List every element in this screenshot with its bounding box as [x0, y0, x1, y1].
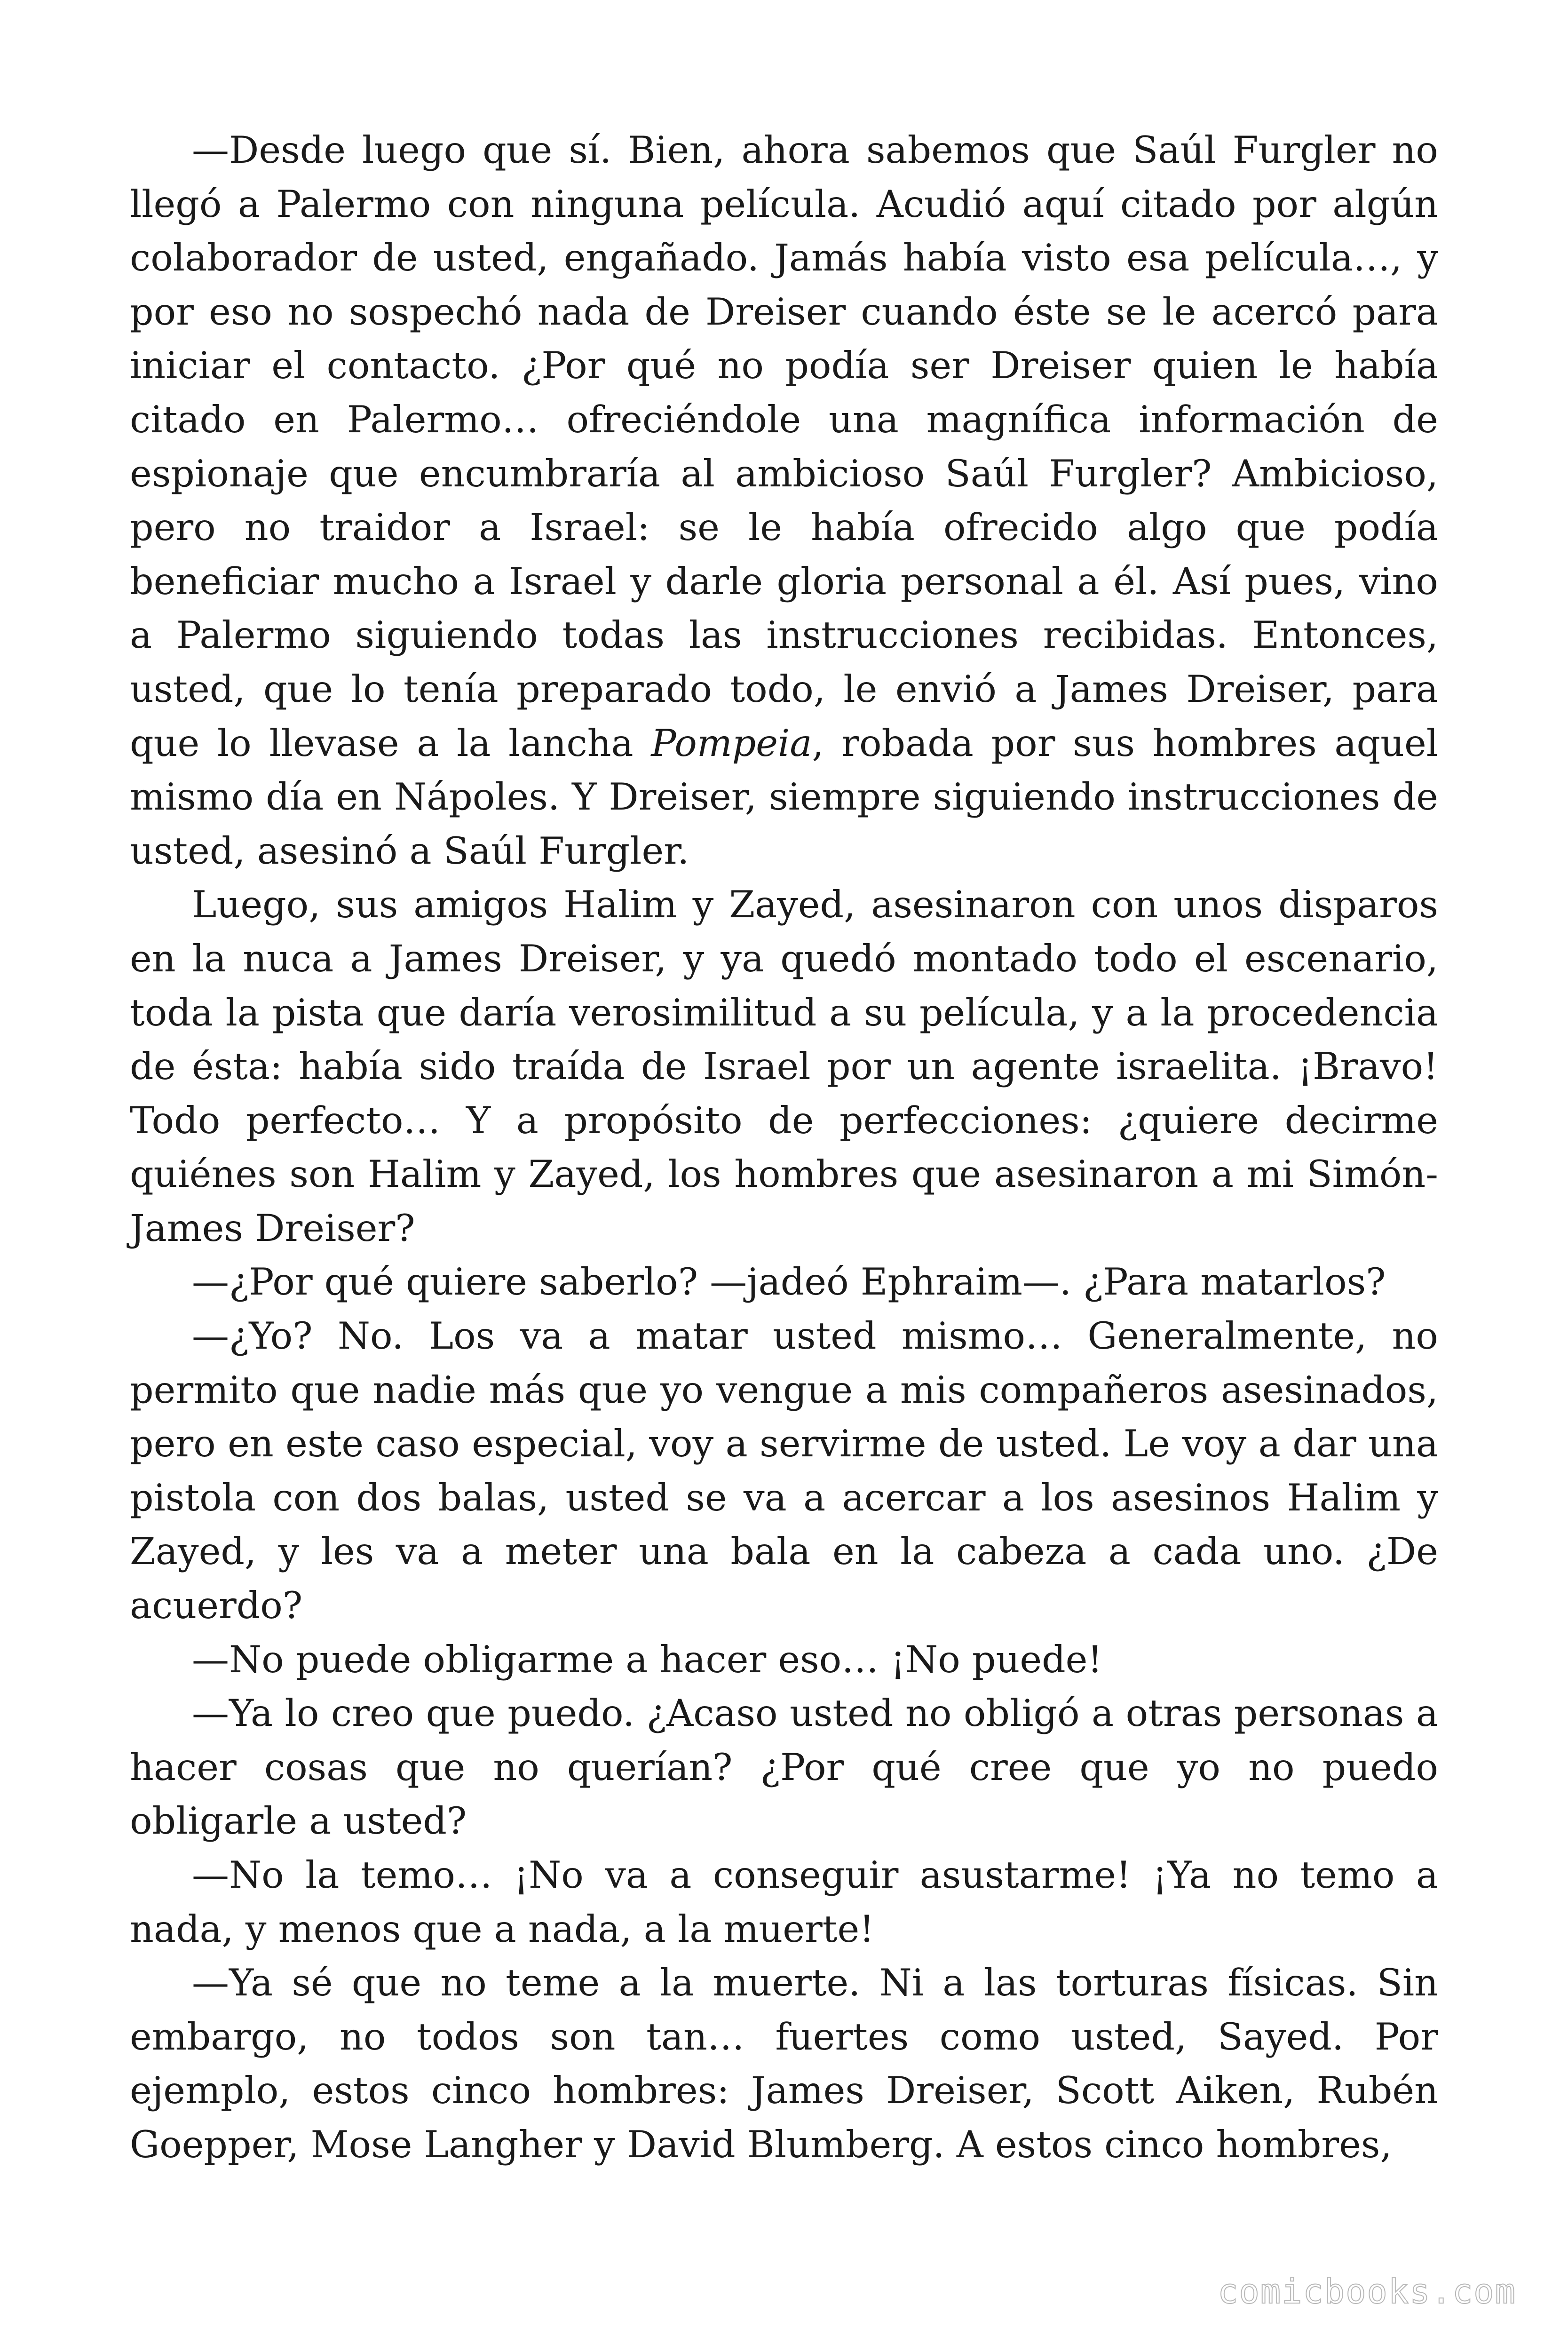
paragraph-1-italic-boat-name: Pompeia: [651, 721, 812, 765]
paragraph-5: —No puede obligarme a hacer eso… ¡No puede!: [192, 1637, 1103, 1681]
paragraph-1-text-b: , robada por sus hombres aquel mismo día en Nápoles. Y Dreiser, siempre siguiendo instrucciones de usted, asesinó a Saúl Furgler.: [130, 721, 1438, 873]
paragraph-6: —Ya lo creo que puedo. ¿Acaso usted no obligó a otras personas a hacer cosas que no querían? ¿Por qué cree que yo no puedo obligarle a usted?: [130, 1692, 1438, 1843]
paragraph-3: —¿Por qué quiere saberlo? —jadeó Ephraim—. ¿Para matarlos?: [192, 1260, 1386, 1304]
paragraph-8: —Ya sé que no teme a la muerte. Ni a las torturas físicas. Sin embargo, no todos son tan… fuertes como usted, Sayed. Por ejemplo, estos cinco hombres: James Dreiser, Scott Aiken, Rubén Goepper, Mose Langher y David Blumberg. A estos cinco hombres,: [130, 1961, 1438, 2166]
book-page-text: [130, 123, 1438, 2172]
paragraph-1-text-a: —Desde luego que sí. Bien, ahora sabemos que Saúl Furgler no llegó a Palermo con ninguna película. Acudió aquí citado por algún colaborador de usted, engañado. Jamás había visto esa película…, y por eso no sospechó nada de Dreiser cuando éste se le acercó para iniciar el contacto. ¿Por qué no podía ser Dreiser quien le había citado en Palermo… ofreciéndole una magnífica información de espionaje que encumbraría al ambicioso Saúl Furgler? Ambicioso, pero no traidor a Israel: se le había ofrecido algo que podía beneficiar mucho a Israel y darle gloria personal a él. Así pues, vino a Palermo siguiendo todas las instrucciones recibidas. Entonces, usted, que lo tenía preparado todo, le envió a James Dreiser, para que lo llevase a la lancha: [130, 128, 1438, 765]
site-watermark: comicbooks.com: [1218, 2272, 1516, 2311]
paragraph-7: —No la temo… ¡No va a conseguir asustarme! ¡Ya no temo a nada, y menos que a nada, a la muerte!: [130, 1853, 1438, 1951]
paragraph-4: —¿Yo? No. Los va a matar usted mismo… Generalmente, no permito que nadie más que yo vengue a mis compañeros asesinados, pero en este caso especial, voy a servirme de usted. Le voy a dar una pistola con dos balas, usted se va a acercar a los asesinos Halim y Zayed, y les va a meter una bala en la cabeza a cada uno. ¿De acuerdo?: [130, 1314, 1438, 1628]
paragraph-2: Luego, sus amigos Halim y Zayed, asesinaron con unos disparos en la nuca a James Dreiser, y ya quedó montado todo el escenario, toda la pista que daría verosimilitud a su película, y a la procedencia de ésta: había sido traída de Israel por un agente israelita. ¡Bravo! Todo perfecto… Y a propósito de perfecciones: ¿quiere decirme quiénes son Halim y Zayed, los hombres que asesinaron a mi Simón-James Dreiser?: [130, 883, 1438, 1250]
paragraph-1: [130, 123, 1438, 878]
